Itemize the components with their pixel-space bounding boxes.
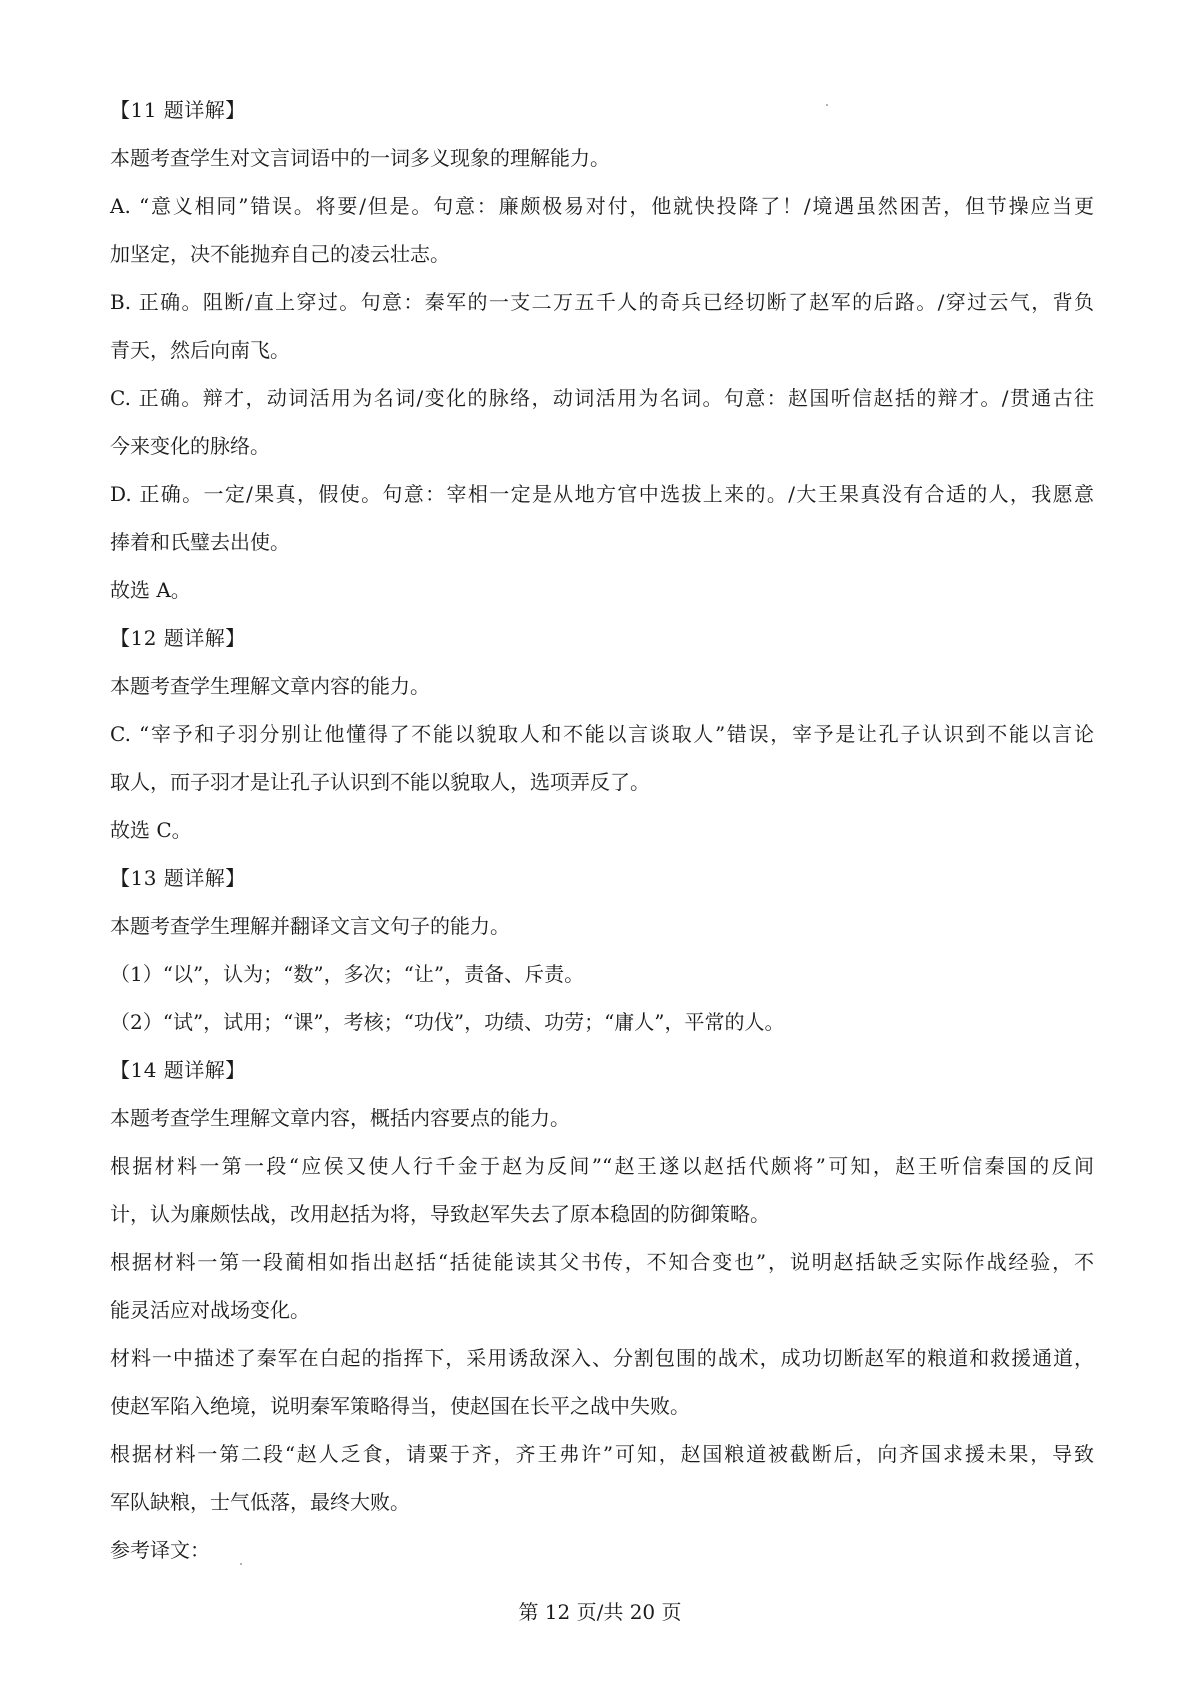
q14-point-2-line2: 能灵活应对战场变化。 bbox=[110, 1298, 310, 1322]
q13-intro: 本题考查学生理解并翻译文言文句子的能力。 bbox=[110, 914, 510, 938]
q11-option-a-line2: 加坚定，决不能抛弃自己的凌云壮志。 bbox=[110, 242, 450, 266]
q14-point-4-line1: 根据材料一第二段“赵人乏食，请粟于齐，齐王弗许”可知，赵国粮道被截断后，向齐国求援未果，导致 bbox=[110, 1442, 1094, 1466]
q11-option-b-line2: 青天，然后向南飞。 bbox=[110, 338, 290, 362]
q11-heading: 【11 题详解】 bbox=[110, 98, 246, 122]
q13-item-1: （1）“以”，认为；“数”，多次；“让”，责备、斥责。 bbox=[110, 962, 585, 986]
q12-option-c-line2: 取人，而子羽才是让孔子认识到不能以貌取人，选项弄反了。 bbox=[110, 770, 650, 794]
q13-heading: 【13 题详解】 bbox=[110, 866, 246, 890]
q11-option-d-line1: D. 正确。一定/果真，假使。句意：宰相一定是从地方官中选拔上来的。/大王果真没有合适的人，我愿意 bbox=[110, 482, 1094, 506]
page-number-footer: 第 12 页/共 20 页 bbox=[518, 1600, 682, 1624]
q14-point-4-line2: 军队缺粮，士气低落，最终大败。 bbox=[110, 1490, 410, 1514]
q14-point-1-line1: 根据材料一第一段“应侯又使人行千金于赵为反间”“赵王遂以赵括代颇将”可知，赵王听信秦国的反间 bbox=[110, 1154, 1094, 1178]
reference-translation-label: 参考译文： bbox=[110, 1538, 210, 1562]
q14-point-2-line1: 根据材料一第一段蔺相如指出赵括“括徒能读其父书传，不知合变也”，说明赵括缺乏实际作战经验，不 bbox=[110, 1250, 1094, 1274]
q12-answer: 故选 C。 bbox=[110, 818, 192, 842]
q11-option-d-line2: 捧着和氏璧去出使。 bbox=[110, 530, 290, 554]
q11-answer: 故选 A。 bbox=[110, 578, 191, 602]
q11-option-c-line2: 今来变化的脉络。 bbox=[110, 434, 270, 458]
q14-heading: 【14 题详解】 bbox=[110, 1058, 246, 1082]
q11-option-b-line1: B. 正确。阻断/直上穿过。句意：秦军的一支二万五千人的奇兵已经切断了赵军的后路。/穿过云气，背负 bbox=[110, 290, 1094, 314]
q14-point-1-line2: 计，认为廉颇怯战，改用赵括为将，导致赵军失去了原本稳固的防御策略。 bbox=[110, 1202, 770, 1226]
q12-option-c-line1: C. “宰予和子羽分别让他懂得了不能以貌取人和不能以言谈取人”错误，宰予是让孔子认识到不能以言论 bbox=[110, 722, 1094, 746]
q13-item-2: （2）“试”，试用；“课”，考核；“功伐”，功绩、功劳；“庸人”，平常的人。 bbox=[110, 1010, 785, 1034]
q11-option-c-line1: C. 正确。辩才，动词活用为名词/变化的脉络，动词活用为名词。句意：赵国听信赵括的辩才。/贯通古往 bbox=[110, 386, 1094, 410]
q11-intro: 本题考查学生对文言词语中的一词多义现象的理解能力。 bbox=[110, 146, 610, 170]
q14-intro: 本题考查学生理解文章内容，概括内容要点的能力。 bbox=[110, 1106, 570, 1130]
q12-intro: 本题考查学生理解文章内容的能力。 bbox=[110, 674, 430, 698]
q14-point-3-line1: 材料一中描述了秦军在白起的指挥下，采用诱敌深入、分割包围的战术，成功切断赵军的粮道和救援通道， bbox=[110, 1346, 1094, 1370]
page-content bbox=[110, 98, 1094, 1586]
q11-option-a-line1: A. “意义相同”错误。将要/但是。句意：廉颇极易对付，他就快投降了！/境遇虽然困苦，但节操应当更 bbox=[110, 194, 1094, 218]
q12-heading: 【12 题详解】 bbox=[110, 626, 246, 650]
q14-point-3-line2: 使赵军陷入绝境，说明秦军策略得当，使赵国在长平之战中失败。 bbox=[110, 1394, 690, 1418]
